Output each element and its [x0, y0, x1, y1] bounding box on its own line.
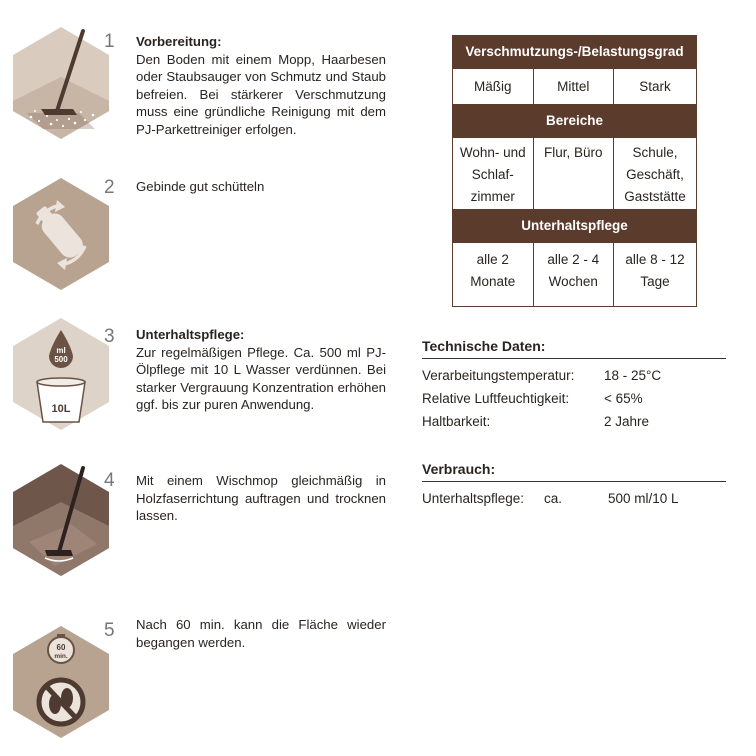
tech-row	[422, 364, 726, 387]
step-5-hexagon	[11, 624, 111, 740]
step-1-text	[136, 33, 386, 138]
step-5-number: 5	[104, 620, 115, 641]
table-header-areas: Bereiche	[453, 105, 697, 138]
table-cell-level: Stark	[614, 69, 697, 105]
bucket-label: 10L	[51, 403, 71, 415]
consumption-approx: ca.	[544, 491, 563, 506]
table-cell-area: Flur, Büro	[533, 138, 614, 210]
tech-value: 18 - 25°C	[604, 368, 662, 383]
drop-unit-label: ml	[56, 346, 66, 355]
table-cell-interval: alle 2 - 4 Wochen	[533, 243, 614, 307]
table-cell-level: Mittel	[533, 69, 614, 105]
dilution-icon	[11, 316, 111, 432]
step-1-number: 1	[104, 31, 115, 52]
step-1-hexagon	[11, 25, 111, 141]
table-cell-interval: alle 2 Monate	[453, 243, 534, 307]
tech-value: 2 Jahre	[604, 414, 650, 429]
step-4-number: 4	[104, 470, 115, 491]
step-5-body: Nach 60 min. kann die Fläche wieder begangen werden.	[136, 617, 386, 650]
step-3-text	[136, 326, 386, 414]
care-interval-table	[452, 35, 697, 307]
wiping-mop-icon	[11, 462, 111, 578]
technical-data-title: Technische Daten:	[422, 338, 726, 359]
tech-row	[422, 410, 726, 433]
tech-label: Relative Luftfeuchtigkeit:	[422, 391, 570, 406]
consumption-value: 500 ml/10 L	[608, 491, 679, 506]
consumption-label: Unterhaltspflege:	[422, 491, 525, 506]
drop-value-label: 500	[54, 355, 68, 364]
table-cell-area: Schule, Geschäft, Gaststätte	[614, 138, 697, 210]
table-cell-level: Mäßig	[453, 69, 534, 105]
timer-unit-label: min.	[54, 653, 68, 660]
shake-bottle-icon	[11, 176, 111, 292]
no-walking-60-min-icon	[11, 624, 111, 740]
tech-value: < 65%	[604, 391, 643, 406]
consumption-section	[422, 461, 726, 510]
consumption-row	[422, 487, 726, 510]
step-5-text	[136, 616, 386, 651]
step-2-body: Gebinde gut schütteln	[136, 179, 265, 194]
step-1-body: Den Boden mit einem Mopp, Haarbesen oder Staubsauger von Schmutz und Staub befreien. Bei stärkerer Verschmutzung muss eine gründliche Reinigung mit dem PJ-Parkettreiniger erfolgen.	[136, 51, 386, 137]
table-cell-area: Wohn- und Schlaf- zimmer	[453, 138, 534, 210]
step-3-hexagon	[11, 316, 111, 432]
table-header-soiling: Verschmutzungs-/Belastungsgrad	[453, 36, 697, 69]
timer-value-label: 60	[56, 643, 66, 652]
step-2-hexagon	[11, 176, 111, 292]
step-3-body: Zur regelmäßigen Pflege. Ca. 500 ml PJ-Ölpflege mit 10 L Wasser verdünnen. Bei starker Vergrauung Konzentration erhöhen ggf. bis zur puren Anwendung.	[136, 344, 386, 412]
step-3-title: Unterhaltspflege:	[136, 327, 245, 342]
step-1-title: Vorbereitung:	[136, 34, 222, 49]
tech-label: Haltbarkeit:	[422, 414, 491, 429]
tech-row	[422, 387, 726, 410]
technical-data-section	[422, 338, 726, 433]
step-3-number: 3	[104, 326, 115, 347]
step-4-text	[136, 472, 386, 525]
mop-cleaning-icon	[11, 25, 111, 141]
step-4-hexagon	[11, 462, 111, 578]
step-2-text	[136, 178, 386, 196]
table-cell-interval: alle 8 - 12 Tage	[614, 243, 697, 307]
step-2-number: 2	[104, 177, 115, 198]
table-header-maintenance: Unterhaltspflege	[453, 210, 697, 243]
step-4-body: Mit einem Wischmop gleichmäßig in Holzfaserrichtung auftragen und trocknen lassen.	[136, 473, 386, 523]
consumption-title: Verbrauch:	[422, 461, 726, 482]
tech-label: Verarbeitungstemperatur:	[422, 368, 575, 383]
